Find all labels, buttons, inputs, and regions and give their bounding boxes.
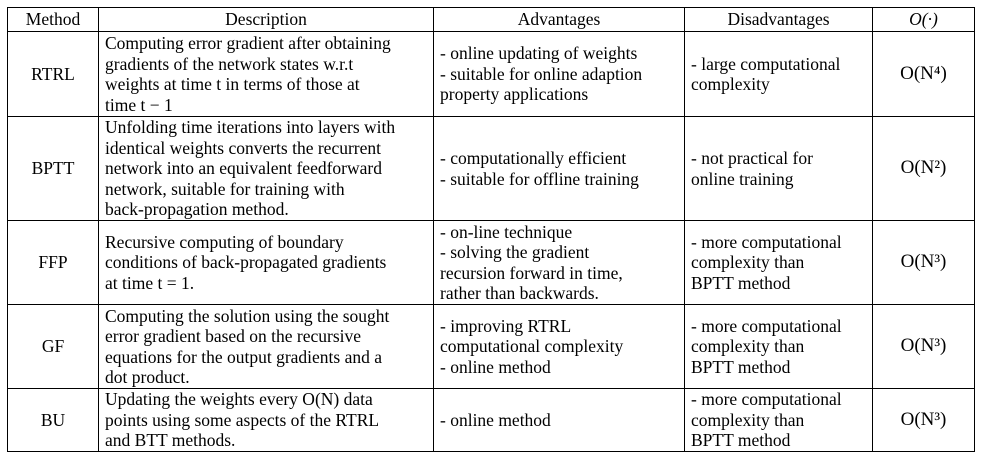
description-line: weights at time t in terms of those at: [105, 74, 360, 94]
disadvantages-line: BPTT method: [691, 356, 791, 377]
description-line: back-propagation method.: [105, 199, 289, 220]
description-line: at time t = 1.: [105, 272, 195, 293]
description-line: Computing error gradient after obtaining: [105, 33, 391, 53]
advantages-cell: [434, 32, 685, 117]
description-cell: [99, 32, 434, 117]
disadvantages-line: complexity: [691, 74, 770, 94]
description-line: dot product.: [105, 367, 190, 387]
disadvantages-line: complexity than: [691, 409, 805, 430]
table-row: [8, 389, 975, 452]
description-cell: [99, 117, 434, 221]
advantages-line: - suitable for offline training: [440, 168, 639, 189]
advantages-line: - online updating of weights: [440, 43, 638, 64]
header-order: O(·): [873, 8, 975, 32]
header-description: Description: [99, 8, 434, 32]
order-cell: O(N³): [873, 305, 975, 389]
method-cell: FFP: [8, 221, 99, 305]
order-cell: O(N³): [873, 389, 975, 452]
description-line: gradients of the network states w.r.t: [105, 53, 354, 74]
advantages-line: rather than backwards.: [440, 283, 599, 303]
description-line: Unfolding time iterations into layers with: [105, 117, 396, 138]
description-line: Recursive computing of boundary: [105, 231, 344, 252]
header-method: Method: [8, 8, 99, 32]
advantages-cell: [434, 221, 685, 305]
disadvantages-line: complexity than: [691, 336, 805, 357]
disadvantages-line: - more computational: [691, 231, 842, 252]
method-cell: BU: [8, 389, 99, 452]
table-header: [8, 8, 975, 32]
description-cell: [99, 389, 434, 452]
advantages-line: - on-line technique: [440, 221, 573, 242]
advantages-cell: [434, 305, 685, 389]
disadvantages-line: - more computational: [691, 315, 842, 336]
order-cell: O(N²): [873, 117, 975, 221]
disadvantages-line: - not practical for: [691, 148, 813, 168]
description-line: network, suitable for training with: [105, 178, 345, 199]
advantages-line: property applications: [440, 84, 589, 105]
disadvantages-cell: [685, 117, 873, 221]
advantages-line: - suitable for online adaption: [440, 63, 643, 84]
header-row: [8, 8, 975, 32]
disadvantages-cell: [685, 389, 873, 452]
description-cell: [99, 305, 434, 389]
advantages-line: computational complexity: [440, 336, 624, 357]
header-disadvantages: Disadvantages: [685, 8, 873, 32]
description-line: equations for the output gradients and a: [105, 346, 383, 367]
advantages-line: - online method: [440, 356, 551, 377]
description-line: time t − 1: [105, 94, 173, 115]
description-line: points using some aspects of the RTRL: [105, 409, 380, 430]
order-cell: O(N⁴): [873, 32, 975, 117]
advantages-line: - solving the gradient: [440, 242, 590, 262]
description-line: Updating the weights every O(N) data: [105, 389, 373, 410]
advantages-line: - improving RTRL: [440, 315, 572, 336]
description-line: identical weights converts the recurrent: [105, 137, 382, 158]
advantages-cell: [434, 389, 685, 452]
advantages-line: recursion forward in time,: [440, 262, 623, 283]
disadvantages-cell: [685, 32, 873, 117]
disadvantages-line: BPTT method: [691, 272, 791, 293]
table-row: [8, 32, 975, 117]
comparison-table: [7, 7, 975, 452]
description-line: and BTT methods.: [105, 430, 236, 451]
method-cell: RTRL: [8, 32, 99, 117]
table-row: [8, 117, 975, 221]
order-cell: O(N³): [873, 221, 975, 305]
disadvantages-line: online training: [691, 168, 794, 189]
description-line: Computing the solution using the sought: [105, 305, 390, 326]
disadvantages-line: complexity than: [691, 252, 805, 273]
advantages-line: - online method: [440, 409, 551, 430]
description-line: conditions of back-propagated gradients: [105, 252, 387, 273]
description-line: network into an equivalent feedforward: [105, 158, 382, 179]
method-cell: BPTT: [8, 117, 99, 221]
disadvantages-cell: [685, 305, 873, 389]
advantages-cell: [434, 117, 685, 221]
description-cell: [99, 221, 434, 305]
table-row: [8, 305, 975, 389]
table-row: [8, 221, 975, 305]
table-body: [8, 32, 975, 452]
disadvantages-line: - more computational: [691, 389, 842, 410]
advantages-line: - computationally efficient: [440, 148, 627, 168]
description-line: error gradient based on the recursive: [105, 326, 362, 346]
header-advantages: Advantages: [434, 8, 685, 32]
disadvantages-line: BPTT method: [691, 430, 791, 451]
disadvantages-cell: [685, 221, 873, 305]
method-cell: GF: [8, 305, 99, 389]
disadvantages-line: - large computational: [691, 53, 841, 74]
